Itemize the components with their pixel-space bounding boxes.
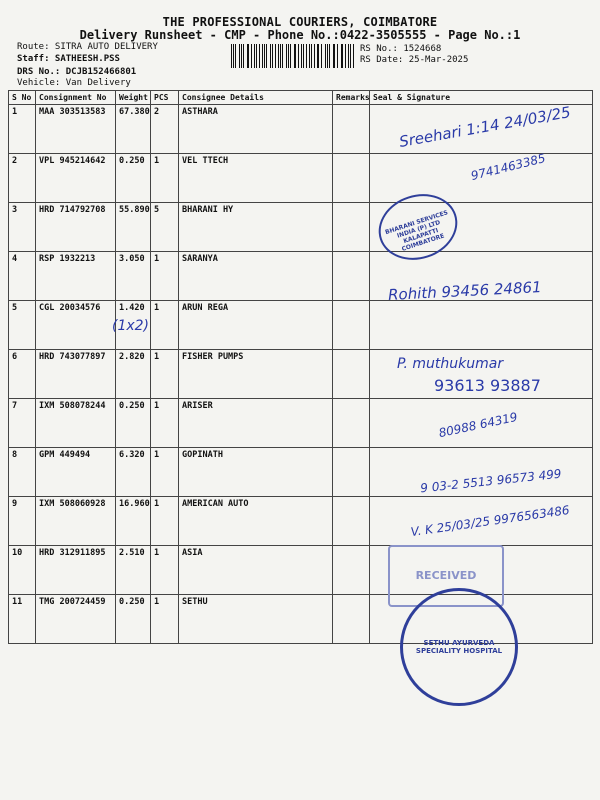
cell-sno: 6 bbox=[9, 350, 36, 399]
cell-pcs: 1 bbox=[151, 252, 179, 301]
barcode-bar bbox=[266, 44, 267, 68]
cell-weight: 2.820 bbox=[116, 350, 151, 399]
cell-consignment: TMG 200724459 bbox=[36, 595, 116, 644]
col-header-weight: Weight bbox=[116, 91, 151, 105]
drs-number: DRS No.: DCJB152466801 bbox=[17, 67, 137, 77]
cell-consignee: SETHU bbox=[179, 595, 333, 644]
cell-consignee: BHARANI HY bbox=[179, 203, 333, 252]
cell-weight: 0.250 bbox=[116, 595, 151, 644]
col-header-signature: Seal & Signature bbox=[370, 91, 593, 105]
barcode-bar bbox=[321, 44, 322, 68]
cell-pcs: 1 bbox=[151, 595, 179, 644]
staff-label: Staff: SATHEESH.PSS bbox=[17, 54, 120, 64]
rs-date: RS Date: 25-Mar-2025 bbox=[360, 55, 469, 65]
cell-consignment: HRD 714792708 bbox=[36, 203, 116, 252]
bharani-stamp: BHARANI SERVICES INDIA (P) LTD KALAPATTI COIMBATORE bbox=[370, 184, 466, 270]
barcode-bar bbox=[272, 44, 273, 68]
cell-consignee: ARUN REGA bbox=[179, 301, 333, 350]
barcode-bar bbox=[350, 44, 351, 68]
cell-sno: 5 bbox=[9, 301, 36, 350]
note-row-5: (1x2) bbox=[112, 318, 150, 334]
cell-weight: 0.250 bbox=[116, 399, 151, 448]
runsheet-subtitle: Delivery Runsheet - CMP - Phone No.:0422-3505555 - Page No.:1 bbox=[79, 28, 521, 42]
company-title: THE PROFESSIONAL COURIERS, COIMBATORE bbox=[162, 15, 438, 29]
cell-consignment: IXM 508060928 bbox=[36, 497, 116, 546]
cell-pcs: 1 bbox=[151, 497, 179, 546]
table-row bbox=[9, 301, 593, 350]
cell-remarks bbox=[333, 301, 370, 350]
cell-consignment: HRD 743077897 bbox=[36, 350, 116, 399]
barcode-bar bbox=[262, 44, 263, 68]
cell-remarks bbox=[333, 350, 370, 399]
barcode-bar bbox=[303, 44, 304, 68]
cell-weight: 67.380 bbox=[116, 105, 151, 154]
cell-consignment: MAA 303513583 bbox=[36, 105, 116, 154]
cell-pcs: 5 bbox=[151, 203, 179, 252]
cell-remarks bbox=[333, 399, 370, 448]
cell-consignee: GOPINATH bbox=[179, 448, 333, 497]
sethu-hospital-stamp: SETHU AYURVEDA SPECIALITY HOSPITAL bbox=[400, 588, 518, 706]
cell-remarks bbox=[333, 203, 370, 252]
barcode-bar bbox=[311, 44, 312, 68]
cell-consignee: ARISER bbox=[179, 399, 333, 448]
barcode-bar bbox=[231, 44, 232, 68]
barcode-bar bbox=[345, 44, 346, 68]
signature-row-2: 9741463385 bbox=[469, 150, 547, 184]
barcode-bar bbox=[251, 44, 252, 68]
cell-remarks bbox=[333, 595, 370, 644]
signature-row-9: V. K 25/03/25 9976563486 bbox=[409, 502, 571, 540]
cell-sno: 1 bbox=[9, 105, 36, 154]
barcode-bar bbox=[318, 44, 319, 68]
signature-row-7: 80988 64319 bbox=[437, 409, 519, 441]
col-header-pcs: PCS bbox=[151, 91, 179, 105]
cell-weight: 0.250 bbox=[116, 154, 151, 203]
col-header-remarks: Remarks bbox=[333, 91, 370, 105]
cell-remarks bbox=[333, 154, 370, 203]
cell-pcs: 1 bbox=[151, 546, 179, 595]
vehicle-label: Vehicle: Van Delivery bbox=[17, 78, 131, 88]
barcode-bar bbox=[239, 44, 240, 68]
col-header-consignee: Consignee Details bbox=[179, 91, 333, 105]
cell-consignment: IXM 508078244 bbox=[36, 399, 116, 448]
cell-pcs: 1 bbox=[151, 350, 179, 399]
barcode-bar bbox=[282, 44, 283, 68]
cell-pcs: 1 bbox=[151, 448, 179, 497]
cell-signature bbox=[370, 301, 593, 350]
cell-pcs: 1 bbox=[151, 399, 179, 448]
cell-consignee: FISHER PUMPS bbox=[179, 350, 333, 399]
cell-remarks bbox=[333, 448, 370, 497]
cell-weight: 55.890 bbox=[116, 203, 151, 252]
col-header-sno: S No bbox=[9, 91, 36, 105]
barcode bbox=[231, 44, 356, 68]
signature-row-1: Sreehari 1:14 24/03/25 bbox=[397, 103, 573, 151]
cell-sno: 9 bbox=[9, 497, 36, 546]
barcode-bar bbox=[327, 44, 328, 68]
cell-remarks bbox=[333, 105, 370, 154]
cell-pcs: 2 bbox=[151, 105, 179, 154]
signature-row-4: Rohith 93456 24861 bbox=[387, 277, 543, 305]
cell-consignment: RSP 1932213 bbox=[36, 252, 116, 301]
table-row bbox=[9, 546, 593, 595]
cell-weight: 3.050 bbox=[116, 252, 151, 301]
table-row bbox=[9, 203, 593, 252]
cell-sno: 7 bbox=[9, 399, 36, 448]
signature-row-6: P. muthukumar bbox=[397, 356, 504, 372]
cell-pcs: 1 bbox=[151, 301, 179, 350]
cell-consignment: GPM 449494 bbox=[36, 448, 116, 497]
cell-sno: 3 bbox=[9, 203, 36, 252]
col-header-consignment: Consignment No bbox=[36, 91, 116, 105]
table-header-row bbox=[9, 91, 593, 105]
barcode-bar bbox=[243, 44, 244, 68]
cell-consignee: SARANYA bbox=[179, 252, 333, 301]
cell-remarks bbox=[333, 497, 370, 546]
barcode-bar bbox=[254, 44, 255, 68]
cell-consignee: ASTHARA bbox=[179, 105, 333, 154]
cell-remarks bbox=[333, 546, 370, 595]
cell-consignee: VEL TTECH bbox=[179, 154, 333, 203]
signature-row-6-phone: 93613 93887 bbox=[434, 376, 541, 395]
signature-row-8: 9 03-2 5513 96573 499 bbox=[419, 466, 563, 496]
cell-consignee: AMERICAN AUTO bbox=[179, 497, 333, 546]
cell-weight: 1.420 bbox=[116, 301, 151, 350]
cell-weight: 2.510 bbox=[116, 546, 151, 595]
route-label: Route: SITRA AUTO DELIVERY bbox=[17, 42, 158, 52]
cell-consignment: HRD 312911895 bbox=[36, 546, 116, 595]
received-stamp: RECEIVED bbox=[388, 545, 504, 607]
rs-number: RS No.: 1524668 bbox=[360, 44, 442, 54]
cell-weight: 6.320 bbox=[116, 448, 151, 497]
cell-pcs: 1 bbox=[151, 154, 179, 203]
cell-sno: 10 bbox=[9, 546, 36, 595]
barcode-bar bbox=[275, 44, 276, 68]
cell-sno: 11 bbox=[9, 595, 36, 644]
barcode-bar bbox=[295, 44, 296, 68]
barcode-bar bbox=[334, 44, 335, 68]
cell-consignment: CGL 20034576 bbox=[36, 301, 116, 350]
barcode-bar bbox=[301, 44, 302, 68]
barcode-bar bbox=[290, 44, 291, 68]
cell-remarks bbox=[333, 252, 370, 301]
cell-sno: 2 bbox=[9, 154, 36, 203]
cell-consignment: VPL 945214642 bbox=[36, 154, 116, 203]
cell-consignee: ASIA bbox=[179, 546, 333, 595]
cell-sno: 4 bbox=[9, 252, 36, 301]
barcode-bar bbox=[337, 44, 338, 68]
cell-weight: 16.960 bbox=[116, 497, 151, 546]
cell-sno: 8 bbox=[9, 448, 36, 497]
